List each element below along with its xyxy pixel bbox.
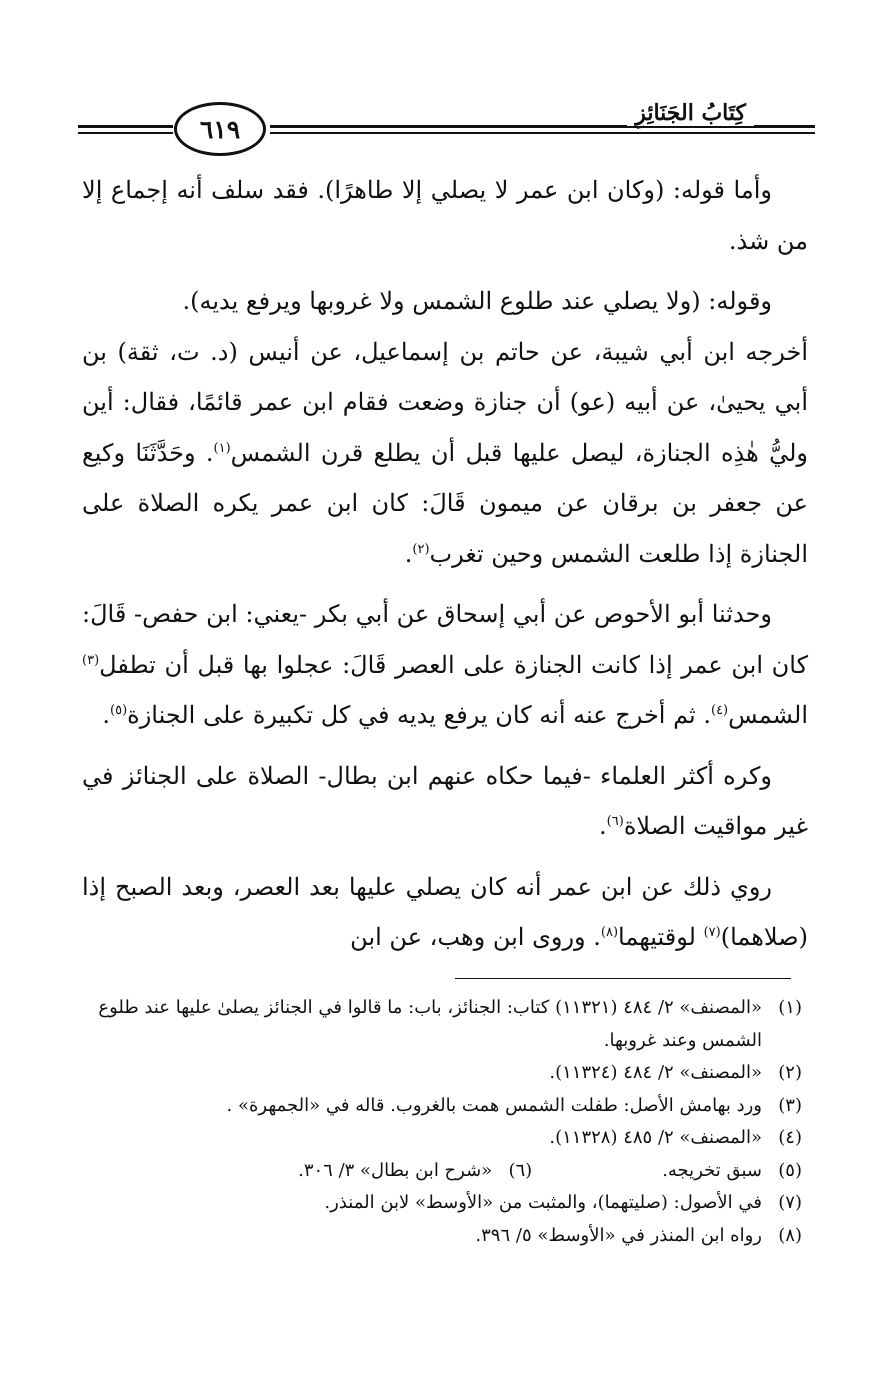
footnote-ref-7[interactable]: (٧) [703, 925, 721, 940]
footnote-text: ورد بهامش الأصل: طفلت الشمس همت بالغروب. قاله في «الجمهرة» . [226, 1094, 762, 1116]
footnote-7 [90, 1187, 802, 1220]
paragraph-3 [82, 589, 808, 741]
footnote-number: (٢) [778, 1062, 802, 1083]
footnote-text: «المصنف» ٢/ ٤٨٥ (١١٣٢٨). [549, 1127, 762, 1148]
footnote-number: (١) [778, 997, 802, 1018]
footnote-2 [90, 1057, 802, 1090]
main-text [82, 165, 808, 963]
paragraph-3-text-b: الشمس [728, 701, 808, 729]
paragraph-2 [82, 276, 808, 327]
page-header [70, 92, 810, 162]
footnote-ref-3[interactable]: (٣) [82, 652, 100, 668]
footnote-text: في الأصول: (صليتهما)، والمثبت من «الأوسط» لابن المنذر. [324, 1192, 762, 1213]
paragraph-5-text-b: لوقتيهما [618, 923, 704, 951]
footnote-separator [455, 978, 791, 979]
footnote-text: سبق تخريجه. [662, 1159, 762, 1181]
footnote-5 [662, 1155, 802, 1188]
paragraph-2-text-a: أخرجه ابن أبي شيبة، عن حاتم بن إسماعيل، عن أنيس (د. ت، ثقة) بن أبي يحيىٰ، عن أبيه (عو) أن جنازة وضعت فقام ابن عمر قائمًا، فقال: أين وليُّ هٰذِه الجنازة، ليصل عليها قبل أن يطلع قرن الشمس [82, 337, 808, 467]
footnote-4 [90, 1122, 802, 1155]
paragraph-3-end: . [102, 701, 110, 729]
paragraph-2-body [82, 327, 808, 580]
paragraph-2-text-b: . وحَدَّثَنَا وكيع عن جعفر بن برقان عن ميمون قَالَ: كان ابن عمر يكره الصلاة على الجنازة إذا طلعت الشمس وحين تغرب [82, 438, 808, 568]
footnote-ref-6[interactable]: (٦) [606, 814, 624, 829]
footnote-6 [298, 1155, 532, 1188]
chapter-title: كِتَابُ الجَنَائِزِ [627, 100, 754, 126]
paragraph-4-end: . [599, 812, 607, 840]
paragraph-1 [82, 165, 808, 266]
footnote-number: (٥) [778, 1159, 802, 1181]
paragraph-3-text-a: وحدثنا أبو الأحوص عن أبي إسحاق عن أبي بكر -يعني: ابن حفص- قَالَ: كان ابن عمر إذا كانت الجنازة على العصر قَالَ: عجلوا بها قبل أن تطفل [82, 600, 808, 679]
paragraph-4 [82, 751, 808, 852]
footnote-1 [90, 992, 802, 1057]
paragraph-5 [82, 862, 808, 963]
paragraph-5-text-a: روي ذلك عن ابن عمر أنه كان يصلي عليها بعد العصر، وبعد الصبح إذا (صلاهما) [82, 872, 808, 951]
paragraph-4-text: وكره أكثر العلماء -فيما حكاه عنهم ابن بطال- الصلاة على الجنائز في غير مواقيت الصلاة [82, 761, 808, 840]
footnote-text: «المصنف» ٢/ ٤٨٤ (١١٣٢١) كتاب: الجنائز، باب: ما قالوا في الجنائز يصلىٰ عليها عند طلوع الشمس وعند غروبها. [98, 997, 762, 1051]
footnote-ref-2[interactable]: (٢) [412, 541, 430, 557]
footnote-ref-4[interactable]: (٤) [710, 703, 729, 718]
footnote-ref-8[interactable]: (٨) [600, 925, 619, 940]
paragraph-2-lead: وقوله: (ولا يصلي عند طلوع الشمس ولا غروبها ويرفع يديه). [182, 287, 772, 315]
footnote-text: «المصنف» ٢/ ٤٨٤ (١١٣٢٤). [549, 1062, 762, 1083]
page-number-badge: ٦١٩ [174, 102, 266, 156]
header-rule-right [270, 125, 815, 134]
footnote-text: «شرح ابن بطال» ٣/ ٣٠٦. [298, 1159, 493, 1181]
footnote-ref-1[interactable]: (١) [213, 440, 231, 456]
footnotes [90, 992, 802, 1252]
footnote-number: (٣) [778, 1094, 802, 1116]
footnote-row-5-6 [90, 1155, 802, 1188]
footnote-text: رواه ابن المنذر في «الأوسط» ٥/ ٣٩٦. [475, 1224, 762, 1246]
paragraph-5-text-c: . وروى ابن وهب، عن ابن [350, 923, 601, 951]
paragraph-3-text-c: . ثم أخرج عنه أنه كان يرفع يديه في كل تكبيرة على الجنازة [127, 701, 711, 729]
footnote-number: (٨) [778, 1224, 802, 1246]
header-rule-left [78, 125, 173, 134]
paragraph-1-line-2: إجماع إلا من شذ. [82, 176, 808, 255]
footnote-ref-5[interactable]: (٥) [110, 703, 128, 718]
footnote-3 [90, 1090, 802, 1123]
paragraph-2-end: . [404, 539, 413, 568]
footnote-number: (٤) [778, 1127, 802, 1148]
paragraph-1-line-1: وأما قوله: (وكان ابن عمر لا يصلي إلا طاهرًا). فقد سلف أنه [176, 176, 772, 204]
footnote-number: (٧) [778, 1192, 802, 1213]
footnote-number: (٦) [508, 1159, 533, 1181]
footnote-8 [90, 1220, 802, 1253]
